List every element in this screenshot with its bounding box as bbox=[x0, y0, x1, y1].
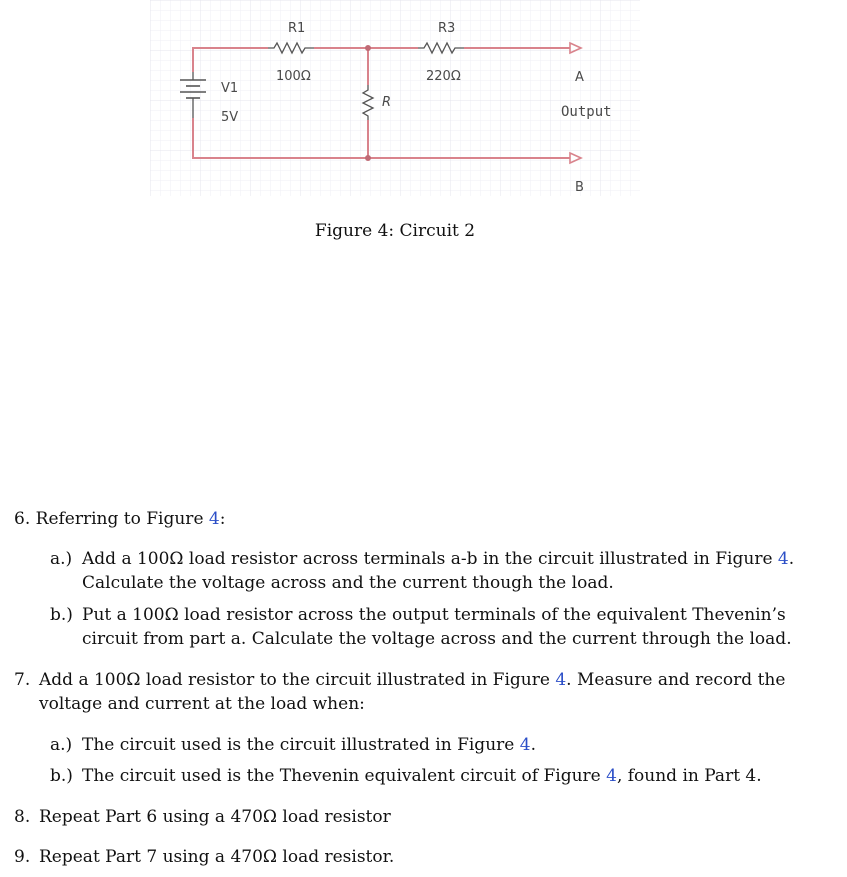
question-6-text-end: : bbox=[219, 509, 226, 529]
question-7b-text bbox=[82, 764, 762, 788]
figure-ref-link[interactable]: 4 bbox=[777, 549, 789, 569]
r3-name: R3 bbox=[438, 21, 456, 36]
question-7a-text-end: . bbox=[530, 735, 536, 755]
question-6b-line1: Put a 100Ω load resistor across the output terminals of the equivalent Thevenin’s bbox=[82, 605, 786, 625]
terminal-a-label: A bbox=[575, 70, 584, 85]
question-7a-text bbox=[82, 733, 536, 757]
question-7-line1-end: . Measure and record the bbox=[566, 670, 786, 690]
figure-ref-link[interactable]: 4 bbox=[606, 766, 617, 786]
question-8-number: 8. bbox=[14, 807, 31, 827]
output-label: Output bbox=[561, 104, 612, 120]
figure-caption: Figure 4: Circuit 2 bbox=[314, 221, 476, 241]
terminal-b-label: B bbox=[575, 180, 584, 195]
question-7a-label: a.) bbox=[50, 735, 73, 755]
question-6a-line1-text: Add a 100Ω load resistor across terminals a-b in the circuit illustrated in Figure bbox=[82, 549, 778, 569]
grid-background bbox=[150, 0, 640, 196]
question-6 bbox=[14, 507, 814, 531]
source-name: V1 bbox=[221, 81, 239, 96]
question-7-line1 bbox=[39, 668, 785, 692]
source-value: 5V bbox=[221, 110, 239, 125]
question-8-text: Repeat Part 6 using a 470Ω load resistor bbox=[39, 807, 391, 827]
question-6b-line2: circuit from part a. Calculate the voltage across and the current through the load. bbox=[82, 629, 792, 649]
question-6a-line1 bbox=[82, 547, 822, 571]
question-7b-label: b.) bbox=[50, 766, 73, 786]
figure-ref-link[interactable]: 4 bbox=[208, 509, 220, 529]
question-6-number: 6. bbox=[14, 509, 31, 529]
question-6a-label: a.) bbox=[50, 549, 73, 569]
question-9-number: 9. bbox=[14, 847, 31, 867]
question-7a-text-main: The circuit used is the circuit illustrated in Figure bbox=[82, 735, 520, 755]
r-name: R bbox=[382, 95, 392, 110]
question-6a-line1-end: . bbox=[788, 549, 795, 569]
question-7b-text-main: The circuit used is the Thevenin equivalent circuit of Figure bbox=[82, 766, 607, 786]
question-7-number: 7. bbox=[14, 670, 31, 690]
r1-name: R1 bbox=[288, 21, 306, 36]
r3-value: 220Ω bbox=[426, 69, 461, 84]
question-7-line1-text: Add a 100Ω load resistor to the circuit illustrated in Figure bbox=[39, 670, 556, 690]
question-9-text: Repeat Part 7 using a 470Ω load resistor. bbox=[39, 847, 395, 867]
figure-ref-link[interactable]: 4 bbox=[555, 670, 567, 690]
question-7b-text-end: , found in Part 4. bbox=[616, 766, 762, 786]
question-6b-label: b.) bbox=[50, 605, 73, 625]
junction-top bbox=[365, 45, 371, 51]
r1-value: 100Ω bbox=[276, 69, 311, 84]
question-6-text: Referring to Figure bbox=[35, 509, 209, 529]
junction-bottom bbox=[365, 155, 371, 161]
figure-ref-link[interactable]: 4 bbox=[519, 735, 531, 755]
question-7-line2: voltage and current at the load when: bbox=[39, 694, 365, 714]
circuit-diagram bbox=[150, 0, 640, 200]
question-6a-line2: Calculate the voltage across and the current though the load. bbox=[82, 573, 614, 593]
